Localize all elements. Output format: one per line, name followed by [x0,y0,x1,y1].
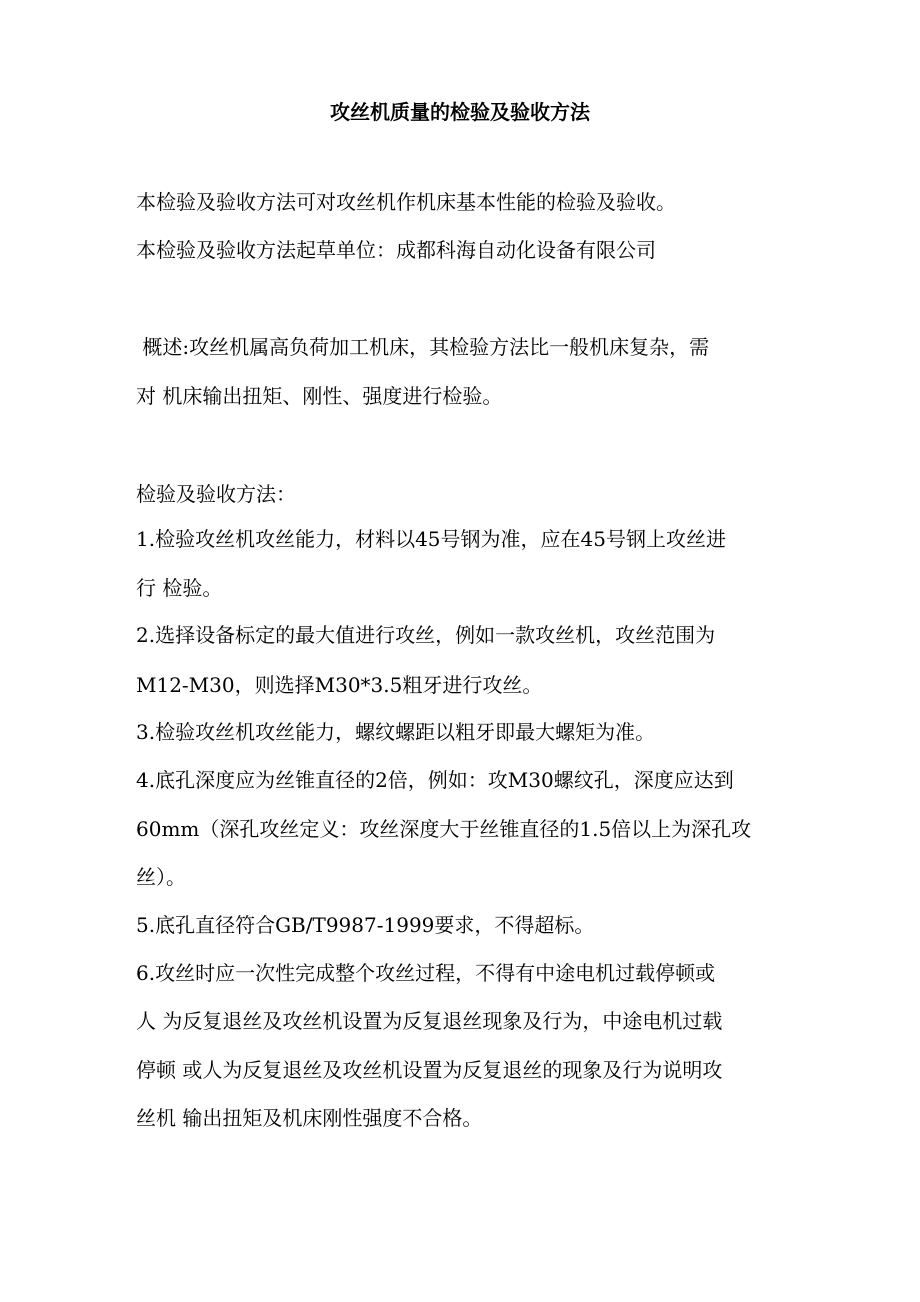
item-6-line-1: 6.攻丝时应一次性完成整个攻丝过程，不得有中途电机过载停顿或 [136,961,716,985]
intro-line-2: 本检验及验收方法起草单位：成都科海自动化设备有限公司 [136,238,656,262]
item-6-line-4: 丝机 输出扭矩及机床刚性强度不合格。 [136,1106,483,1130]
intro-line-1: 本检验及验收方法可对攻丝机作机床基本性能的检验及验收。 [136,190,676,214]
item-2-line-2: M12-M30，则选择M30*3.5粗牙进行攻丝。 [136,673,543,697]
item-3-line-1: 3.检验攻丝机攻丝能力，螺纹螺距以粗牙即最大螺矩为准。 [136,720,656,744]
methods-heading: 检验及验收方法： [136,482,296,506]
item-1-line-2: 行 检验。 [136,576,223,600]
overview-line-2: 对 机床输出扭矩、刚性、强度进行检验。 [136,384,503,408]
item-2-line-1: 2.选择设备标定的最大值进行攻丝，例如一款攻丝机，攻丝范围为 [136,623,716,647]
item-6-line-2: 人 为反复退丝及攻丝机设置为反复退丝现象及行为，中途电机过载 [136,1009,723,1033]
item-5-line-1: 5.底孔直径符合GB/T9987-1999要求，不得超标。 [136,913,595,937]
item-1-line-1: 1.检验攻丝机攻丝能力，材料以45号钢为准，应在45号钢上攻丝进 [136,527,726,551]
item-6-line-3: 停顿 或人为反复退丝及攻丝机设置为反复退丝的现象及行为说明攻 [136,1058,723,1082]
item-4-line-1: 4.底孔深度应为丝锥直径的2倍，例如：攻M30螺纹孔，深度应达到 [136,768,734,792]
overview-line-1: 概述:攻丝机属高负荷加工机床，其检验方法比一般机床复杂，需 [136,335,710,359]
document-title: 攻丝机质量的检验及验收方法 [330,100,590,124]
item-4-line-3: 丝）。 [136,865,186,889]
item-4-line-2: 60mm（深孔攻丝定义：攻丝深度大于丝锥直径的1.5倍以上为深孔攻 [136,817,752,841]
